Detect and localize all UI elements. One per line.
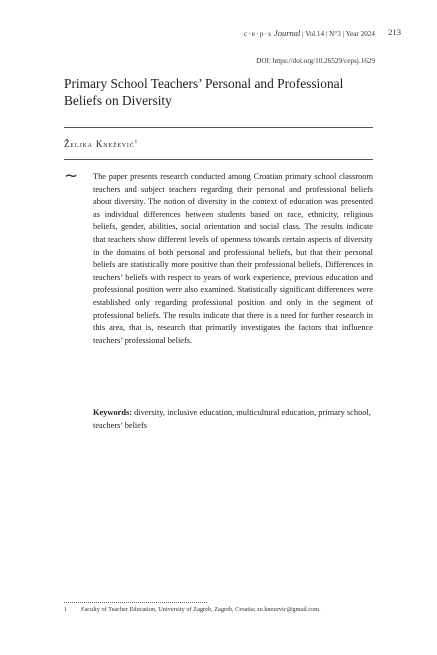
footnote-number: 1 bbox=[64, 606, 68, 613]
author-divider bbox=[64, 159, 373, 160]
footnote bbox=[64, 606, 384, 613]
page-number: 213 bbox=[388, 27, 401, 37]
author-footnote-marker[interactable]: 1 bbox=[134, 139, 138, 145]
footnote-divider bbox=[64, 602, 207, 603]
journal-citation bbox=[244, 28, 375, 38]
running-header bbox=[0, 24, 437, 38]
author-line bbox=[64, 139, 137, 149]
doi-link[interactable]: DOI: https://doi.org/10.26529/cepsj.1629 bbox=[256, 57, 375, 65]
footnote-text: Faculty of Teacher Education, University of Zagreb, Zagreb, Croatia; ze.knezevic@gmail.com. bbox=[81, 606, 321, 613]
journal-name: Journal bbox=[273, 28, 301, 38]
volume-issue-year: | Vol.14 | N°3 | Year 2024 bbox=[302, 30, 375, 38]
journal-abbrev: c·e·p·s bbox=[243, 30, 273, 38]
abstract-text: The paper presents research conducted among Croatian primary school classroom teachers and subject teachers regarding their personal and professional beliefs about diversity. The notion of diversity in the context of education was presented as individual differences between students based on race, ethnicity, religious beliefs, gender, abilities, social orientation and social class. The results indicate that teachers show different levels of openness towards certain aspects of diversity in the domains of both personal and professional beliefs, but that their personal beliefs are statistically more positive than their professional beliefs. Differences in teachers’ beliefs with respect to years of work experience, previous education and professional position were also examined. Statistically significant differences were established only regarding professional position and only in the segment of professional beliefs. The results indicate that there is a need for further research in this area, that is, research that primarily investigates the factors that influence teachers’ professional beliefs. bbox=[93, 172, 373, 345]
title-divider bbox=[64, 127, 373, 128]
keywords-block bbox=[93, 407, 373, 432]
tilde-icon: ~ bbox=[64, 166, 79, 186]
keywords-list: diversity, inclusive education, multicultural education, primary school, teachers’ beliefs bbox=[93, 408, 371, 430]
author-name: Željka Knežević bbox=[64, 139, 135, 150]
article-title: Primary School Teachers’ Personal and Professional Beliefs on Diversity bbox=[64, 76, 344, 108]
keywords-label: Keywords: bbox=[93, 408, 133, 417]
